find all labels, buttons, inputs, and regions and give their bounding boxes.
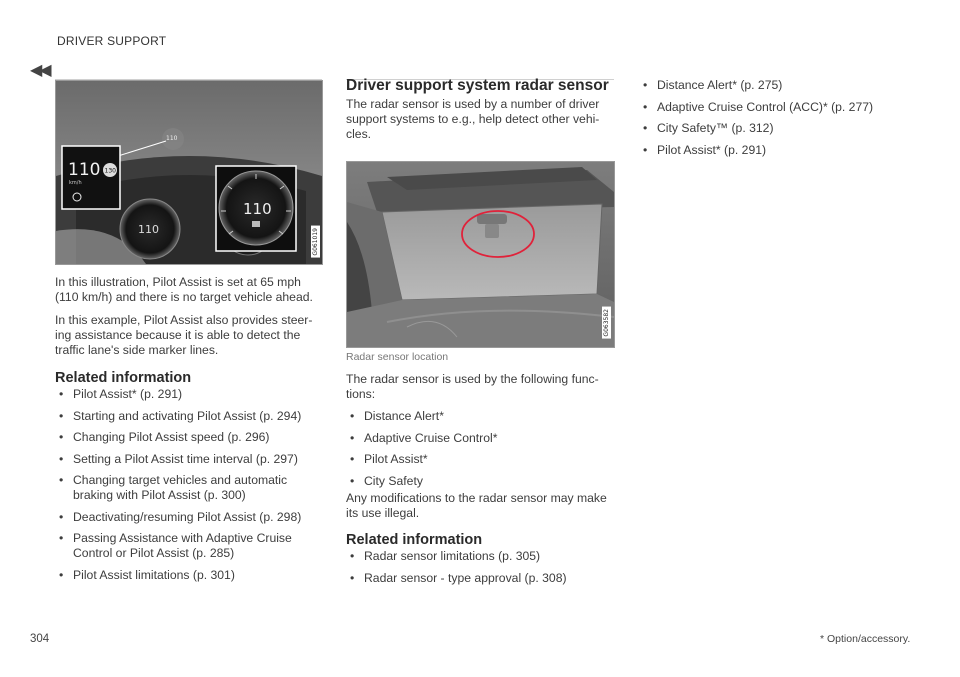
related-link[interactable]: • Radar sensor - type approval (p. 308) — [349, 571, 611, 586]
related-link[interactable]: • Pilot Assist* (p. 291) — [642, 143, 912, 158]
steering-assist-description: In this example, Pilot Assist also provides steer- ing assistance because it is able to detect the traffic lane's side marker lines. — [55, 313, 313, 357]
function-item: • Distance Alert* — [349, 409, 611, 424]
function-item: • Pilot Assist* — [349, 452, 611, 467]
page-number: 304 — [30, 633, 50, 645]
inset-speed-unit: km/h — [69, 180, 82, 186]
radar-sensor-illustration — [347, 162, 614, 347]
related-link[interactable]: • Deactivating/resuming Pilot Assist (p. 298) — [58, 510, 324, 525]
related-info-heading-middle: Related information — [346, 532, 483, 548]
related-link[interactable]: • Adaptive Cruise Control (ACC)* (p. 277) — [642, 100, 912, 115]
related-link[interactable]: • Changing target vehicles and automatic braking with Pilot Assist (p. 300) — [58, 473, 298, 503]
related-link[interactable]: • Pilot Assist* (p. 291) — [58, 387, 324, 402]
radar-sensor-figure — [346, 161, 615, 348]
gauge-speed: 110 — [243, 200, 272, 218]
dashboard-speed: 110 — [138, 223, 159, 236]
related-link[interactable]: • City Safety™ (p. 312) — [642, 121, 912, 136]
related-list-right — [642, 78, 912, 164]
inset-speed: 110 — [68, 160, 101, 180]
figure-caption: Radar sensor location — [346, 351, 449, 363]
radar-intro: The radar sensor is used by a number of driver support systems to e.g., help detect other vehi- cles. — [346, 97, 600, 141]
hud-speed: 110 — [166, 135, 178, 142]
related-link[interactable]: • Radar sensor limitations (p. 305) — [349, 549, 611, 564]
illustration-description: In this illustration, Pilot Assist is set at 65 mph (110 km/h) and there is no target vehicle ahead. — [55, 275, 313, 304]
double-chevron-left-icon[interactable]: ◀◀ — [30, 62, 49, 79]
related-link[interactable]: • Changing Pilot Assist speed (p. 296) — [58, 430, 324, 445]
related-link[interactable]: • Distance Alert* (p. 275) — [642, 78, 912, 93]
speed-limit-sign: 130 — [104, 167, 116, 175]
functions-list — [349, 409, 611, 495]
related-link[interactable]: • Passing Assistance with Adaptive Cruise Control or Pilot Assist (p. 285) — [58, 531, 298, 561]
related-info-heading-left: Related information — [55, 370, 192, 386]
related-link[interactable]: • Starting and activating Pilot Assist (p. 294) — [58, 409, 324, 424]
related-list-middle — [349, 549, 611, 592]
function-item: • Adaptive Cruise Control* — [349, 431, 611, 446]
pilot-assist-illustration — [56, 81, 322, 264]
related-link[interactable]: • Pilot Assist limitations (p. 301) — [58, 568, 324, 583]
section-title: DRIVER SUPPORT — [57, 34, 167, 48]
function-item: • City Safety — [349, 474, 611, 489]
figure-code: G063582 — [603, 309, 610, 337]
figure-code: G061019 — [312, 228, 319, 256]
page-title: Driver support system radar sensor — [346, 77, 609, 94]
modification-warning: Any modifications to the radar sensor may make its use illegal. — [346, 491, 607, 520]
related-list-left — [58, 387, 324, 589]
pilot-assist-figure — [55, 80, 323, 265]
used-by-text: The radar sensor is used by the following func- tions: — [346, 372, 599, 401]
related-link[interactable]: • Setting a Pilot Assist time interval (p. 297) — [58, 452, 324, 467]
footnote: * Option/accessory. — [820, 633, 911, 645]
